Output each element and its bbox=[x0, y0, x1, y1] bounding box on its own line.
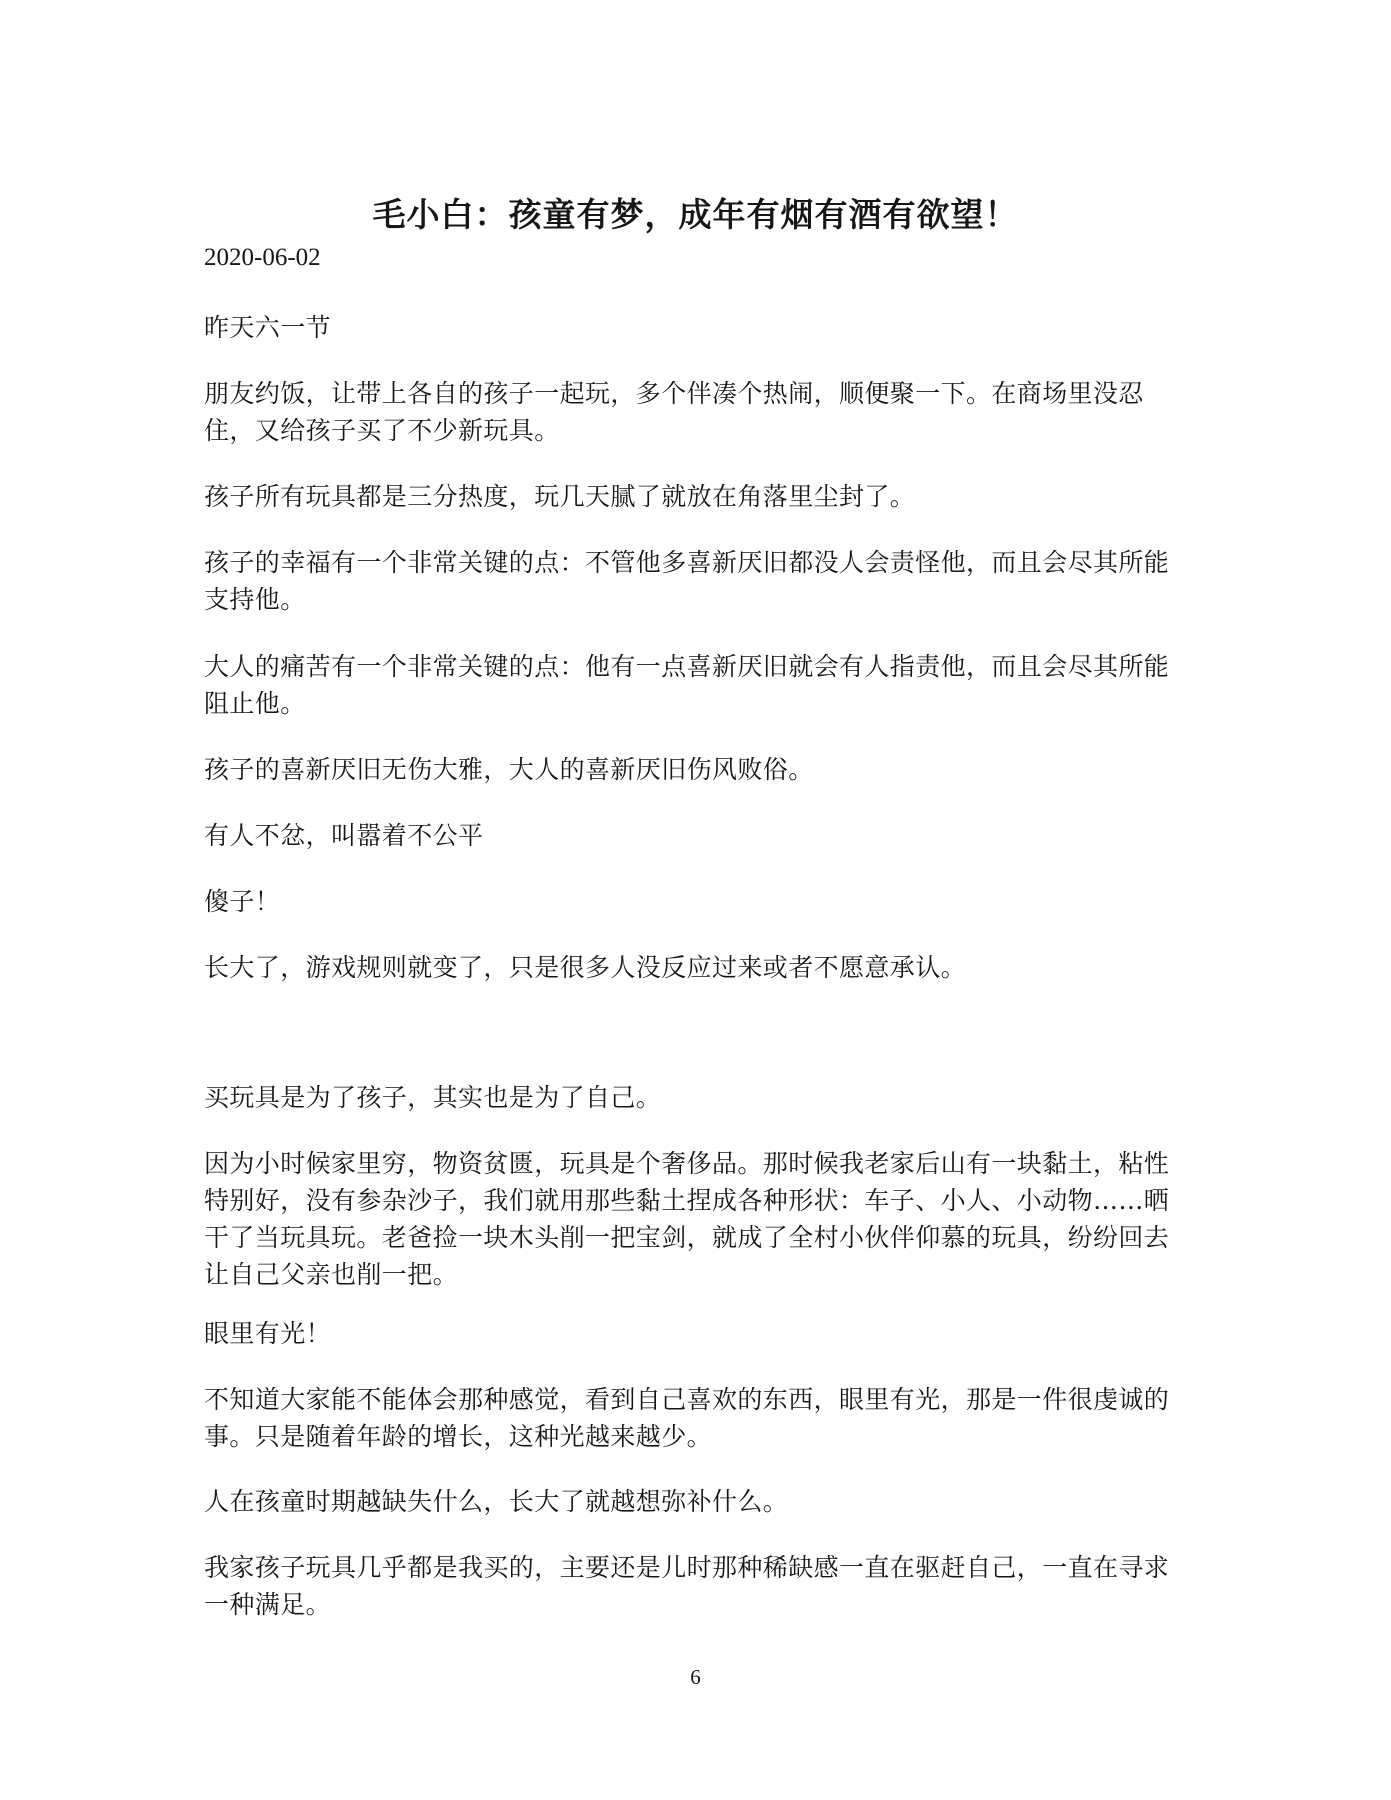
paragraph: 眼里有光！ bbox=[204, 1319, 332, 1348]
paragraph: 傻子！ bbox=[204, 887, 281, 916]
paragraph: 大人的痛苦有一个非常关键的点：他有一点喜新厌旧就会有人指责他，而且会尽其所能阻止他。 bbox=[204, 652, 1170, 718]
paragraph: 有人不忿，叫嚣着不公平 bbox=[204, 821, 484, 850]
paragraph: 孩子的幸福有一个非常关键的点：不管他多喜新厌旧都没人会责怪他，而且会尽其所能支持他。 bbox=[204, 548, 1170, 614]
paragraph: 我家孩子玩具几乎都是我买的，主要还是儿时那种稀缺感一直在驱赶自己，一直在寻求一种满足。 bbox=[204, 1553, 1170, 1619]
page-number: 6 bbox=[690, 1665, 701, 1689]
article-date: 2020-06-02 bbox=[204, 244, 321, 271]
paragraph: 孩子所有玩具都是三分热度，玩几天腻了就放在角落里尘封了。 bbox=[204, 482, 916, 511]
paragraph: 昨天六一节 bbox=[204, 313, 332, 342]
paragraph: 因为小时候家里穷，物资贫匮，玩具是个奢侈品。那时候我老家后山有一块黏土，粘性特别好，没有参杂沙子，我们就用那些黏土捏成各种形状：车子、小人、小动物……晒干了当玩具玩。老爸捡一块木头削一把宝剑，就成了全村小伙伴仰慕的玩具，纷纷回去让自己父亲也削一把。 bbox=[204, 1149, 1170, 1289]
paragraph: 孩子的喜新厌旧无伤大雅，大人的喜新厌旧伤风败俗。 bbox=[204, 755, 814, 784]
paragraph: 不知道大家能不能体会那种感觉，看到自己喜欢的东西，眼里有光，那是一件很虔诚的事。只是随着年龄的增长，这种光越来越少。 bbox=[204, 1385, 1170, 1451]
paragraph: 朋友约饭，让带上各自的孩子一起玩，多个伴凑个热闹，顺便聚一下。在商场里没忍住，又给孩子买了不少新玩具。 bbox=[204, 379, 1144, 445]
paragraph: 长大了，游戏规则就变了，只是很多人没反应过来或者不愿意承认。 bbox=[204, 953, 967, 982]
article-title: 毛小白：孩童有梦，成年有烟有酒有欲望！ bbox=[372, 195, 1019, 234]
paragraph: 买玩具是为了孩子，其实也是为了自己。 bbox=[204, 1083, 662, 1112]
paragraph: 人在孩童时期越缺失什么，长大了就越想弥补什么。 bbox=[204, 1487, 789, 1516]
